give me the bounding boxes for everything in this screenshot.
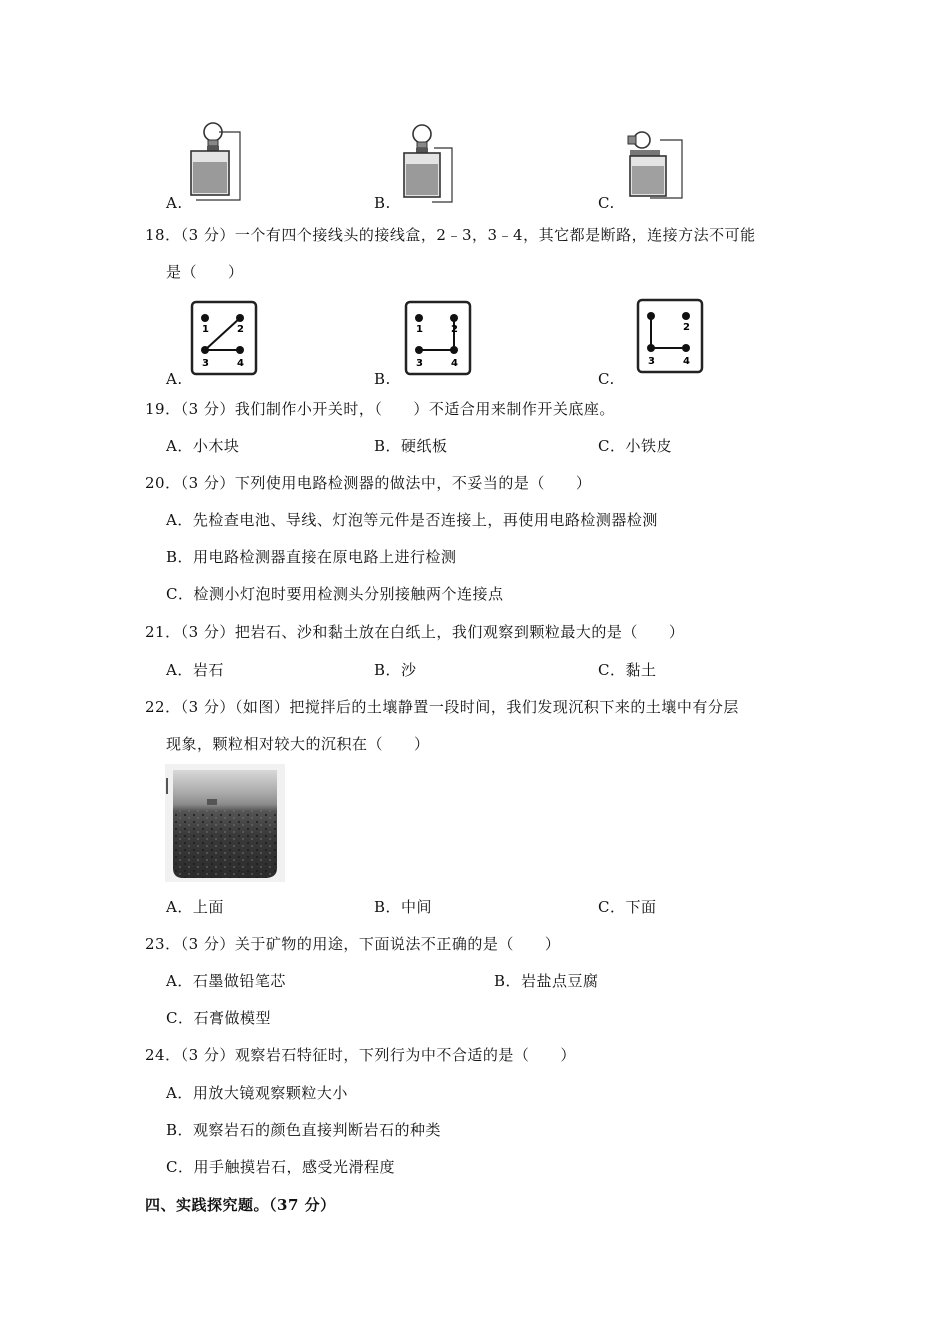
q18-junction-box-a-figure (190, 298, 260, 378)
q18-stem-line1: 18．（3 分）一个有四个接线头的接线盒，2﹣3，3﹣4，其它都是断路，连接方法不可能 (145, 226, 756, 244)
q18-option-a-label[interactable]: A. (166, 370, 183, 388)
q18-junction-box-b-figure (404, 298, 474, 378)
q18-b-terminal-1: 1 (416, 324, 423, 335)
q18-a-terminal-4: 4 (237, 358, 244, 369)
q21-option-a[interactable]: A．岩石 (166, 661, 224, 679)
q17-circuit-c-figure (620, 128, 690, 203)
q21-option-b[interactable]: B．沙 (374, 661, 417, 679)
q19-stem: 19．（3 分）我们制作小开关时，（ ）不适合用来制作开关底座。 (145, 400, 615, 418)
q18-c-terminal-3: 3 (648, 356, 655, 367)
q23-option-a[interactable]: A．石墨做铅笔芯 (166, 972, 286, 990)
q22-option-a[interactable]: A．上面 (166, 898, 224, 916)
q22-stem-line1: 22．（3 分）（如图）把搅拌后的土壤静置一段时间，我们发现沉积下来的土壤中有分层 (145, 698, 739, 716)
q24-option-b[interactable]: B．观察岩石的颜色直接判断岩石的种类 (166, 1121, 442, 1139)
q18-a-terminal-1: 1 (202, 324, 209, 335)
q17-circuit-b-figure (402, 122, 462, 207)
q24-option-c[interactable]: C．用手触摸岩石，感受光滑程度 (166, 1158, 395, 1176)
q18-option-c-label[interactable]: C. (598, 370, 615, 388)
q22-soil-sediment-photo (165, 764, 285, 882)
q23-option-c[interactable]: C．石膏做模型 (166, 1009, 271, 1027)
q18-a-terminal-2: 2 (237, 324, 244, 335)
q17-option-c-label[interactable]: C. (598, 194, 615, 212)
q20-option-b[interactable]: B．用电路检测器直接在原电路上进行检测 (166, 548, 457, 566)
q22-option-b[interactable]: B．中间 (374, 898, 433, 916)
q24-option-a[interactable]: A．用放大镜观察颗粒大小 (166, 1084, 348, 1102)
q17-option-a-label[interactable]: A. (166, 194, 183, 212)
q18-stem-line2: 是（ ） (166, 263, 244, 281)
q23-option-b[interactable]: B．岩盐点豆腐 (494, 972, 599, 990)
q18-c-terminal-2: 2 (683, 322, 690, 333)
q18-b-terminal-3: 3 (416, 358, 423, 369)
section-4-heading: 四、实践探究题。（37 分） (145, 1196, 336, 1214)
q20-stem: 20．（3 分）下列使用电路检测器的做法中，不妥当的是（ ） (145, 474, 592, 492)
q18-junction-box-c-figure (636, 296, 706, 376)
q24-stem: 24．（3 分）观察岩石特征时，下列行为中不合适的是（ ） (145, 1046, 576, 1064)
q20-option-c[interactable]: C．检测小灯泡时要用检测头分别接触两个连接点 (166, 585, 504, 603)
q17-circuit-a-figure (188, 118, 248, 203)
q19-option-b[interactable]: B．硬纸板 (374, 437, 448, 455)
q23-stem: 23．（3 分）关于矿物的用途，下面说法不正确的是（ ） (145, 935, 561, 953)
q18-option-b-label[interactable]: B. (374, 370, 391, 388)
q21-option-c[interactable]: C．黏土 (598, 661, 657, 679)
q18-a-terminal-3: 3 (202, 358, 209, 369)
q17-option-b-label[interactable]: B. (374, 194, 391, 212)
q20-option-a[interactable]: A．先检查电池、导线、灯泡等元件是否连接上，再使用电路检测器检测 (166, 511, 658, 529)
q19-option-c[interactable]: C．小铁皮 (598, 437, 672, 455)
q18-b-terminal-2: 2 (451, 324, 458, 335)
q21-stem: 21．（3 分）把岩石、沙和黏土放在白纸上，我们观察到颗粒最大的是（ ） (145, 623, 685, 641)
q19-option-a[interactable]: A．小木块 (166, 437, 240, 455)
q22-stem-line2: 现象，颗粒相对较大的沉积在（ ） (166, 735, 430, 753)
q18-b-terminal-4: 4 (451, 358, 458, 369)
q18-c-terminal-4: 4 (683, 356, 690, 367)
q22-option-c[interactable]: C．下面 (598, 898, 657, 916)
